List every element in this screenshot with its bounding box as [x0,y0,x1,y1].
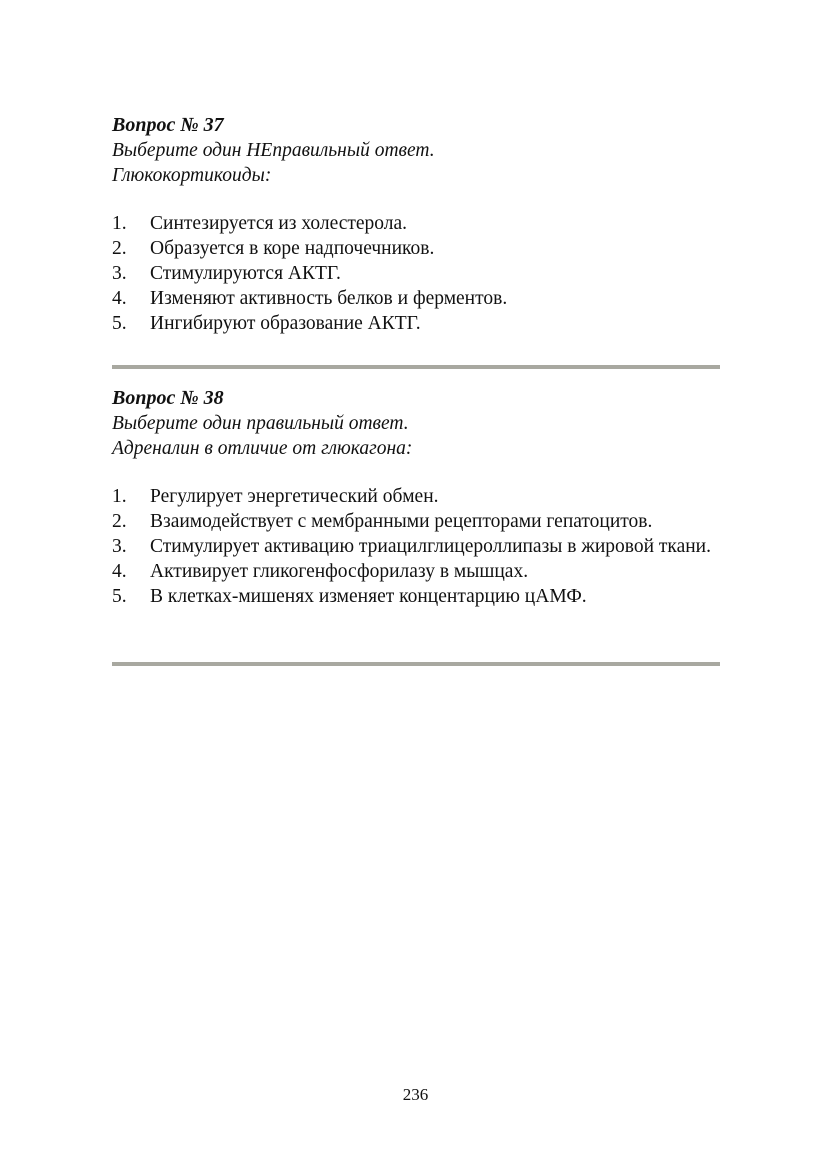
answer-text: Изменяют активность белков и ферментов. [150,288,508,309]
answer-option [112,261,720,286]
answer-option [112,534,720,559]
section-divider [112,365,720,369]
question-stem: Адреналин в отличие от глюкагона: [112,438,413,459]
answer-text: Стимулирует активацию триацилглицероллипазы в жировой ткани. [150,536,711,557]
answer-number: 4. [112,561,127,582]
answer-text: Ингибируют образование АКТГ. [150,313,421,334]
question-instruction: Выберите один НЕправильный ответ. [112,140,435,161]
question-instruction: Выберите один правильный ответ. [112,413,409,434]
answer-number: 2. [112,511,127,532]
answer-number: 1. [112,486,127,507]
answer-option [112,584,720,609]
answer-text: Синтезируется из холестерола. [150,213,408,234]
question-title: Вопрос № 38 [112,387,224,409]
answer-option [112,286,720,311]
question-37 [112,113,720,336]
section-divider [112,662,720,666]
page-number: 236 [402,1085,429,1104]
question-stem: Глюкокортикоиды: [112,165,272,186]
answer-number: 4. [112,288,127,309]
answer-text: Регулирует энергетический обмен. [150,486,439,507]
question-38 [112,386,720,609]
answer-text: Взаимодействует с мембранными рецепторами гепатоцитов. [150,511,653,532]
answer-option [112,509,720,534]
answer-text: В клетках-мишенях изменяет концентарцию цАМФ. [150,586,587,607]
answer-number: 3. [112,536,127,557]
answer-option [112,236,720,261]
question-title: Вопрос № 37 [112,114,224,136]
answer-option [112,559,720,584]
answer-option [112,311,720,336]
answer-number: 1. [112,213,127,234]
answer-option [112,211,720,236]
answer-number: 3. [112,263,127,284]
answer-text: Образуется в коре надпочечников. [150,238,435,259]
answer-text: Активирует гликогенфосфорилазу в мышцах. [150,561,529,582]
answer-number: 2. [112,238,127,259]
answer-number: 5. [112,586,127,607]
answer-option [112,484,720,509]
answer-number: 5. [112,313,127,334]
answer-text: Стимулируются АКТГ. [150,263,341,284]
answer-list [112,484,720,609]
answer-list [112,211,720,336]
